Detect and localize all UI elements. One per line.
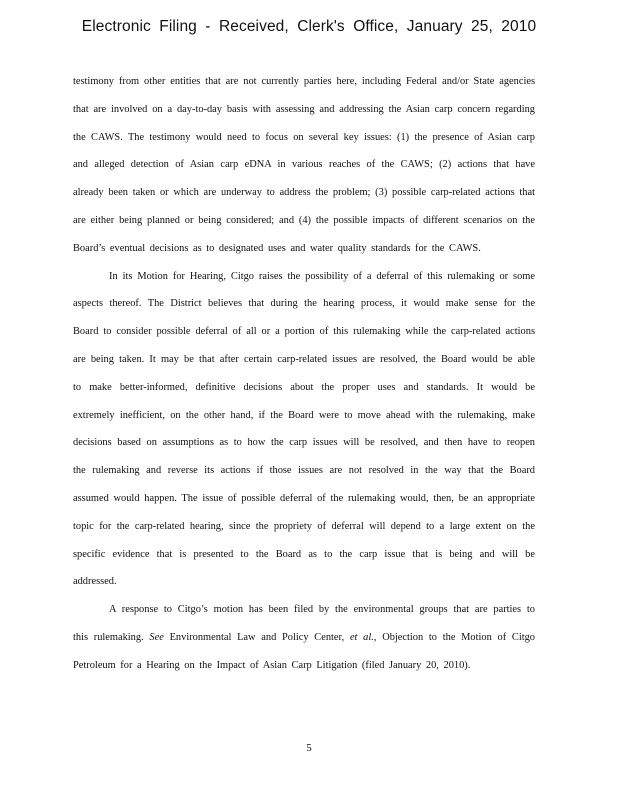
paragraph-3 <box>73 596 535 679</box>
document-body <box>73 68 535 680</box>
filing-header: Electronic Filing - Received, Clerk's Office, January 25, 2010 <box>81 18 537 35</box>
paragraph-3-text-before: A response to Citgo’s motion has been filed by the environmental groups that are parties to this rulemaking. <box>73 604 535 643</box>
paragraph-1: testimony from other entities that are not currently parties here, including Federal and/or State agencies that are involved on a day-to-day basis with assessing and addressing the Asian carp concern regarding the CAWS. The testimony would need to focus on several key issues: (1) the presence of Asian carp and alleged detection of Asian carp eDNA in various reaches of the CAWS; (2) actions that have already been taken or which are underway to address the problem; (3) possible carp-related actions that are either being planned or being considered; and (4) the possible impacts of different scenarios on the Board’s eventual decisions as to designated uses and water quality standards for the CAWS. <box>73 76 535 254</box>
paragraph-3-text-middle: Environmental Law and Policy Center, <box>163 631 350 643</box>
paragraph-3-text-after: , Objection to the Motion of Citgo Petroleum for a Hearing on the Impact of Asian Carp Litigation (filed January 20, 2010). <box>73 631 535 671</box>
et-al: et al. <box>349 631 374 643</box>
citation-signal: See <box>149 631 164 643</box>
paragraph-2: In its Motion for Hearing, Citgo raises the possibility of a deferral of this rulemaking or some aspects thereof. The District believes that during the hearing process, it would make sense for the Board to consider possible deferral of all or a portion of this rulemaking while the carp-related actions are being taken. It may be that after certain carp-related issues are resolved, the Board would be able to make better-informed, definitive decisions about the proper uses and standards. It would be extremely inefficient, on the other hand, if the Board were to move ahead with the rulemaking, make decisions based on assumptions as to how the carp issues will be resolved, and then have to reopen the rulemaking and reverse its actions if those issues are not resolved in the way that the Board assumed would happen. The issue of possible deferral of the rulemaking would, then, be an appropriate topic for the carp-related hearing, since the propriety of deferral will depend to a large extent on the specific evidence that is presented to the Board as to the carp issue that is being and will be addressed. <box>73 270 535 588</box>
page-number: 5 <box>306 742 312 754</box>
